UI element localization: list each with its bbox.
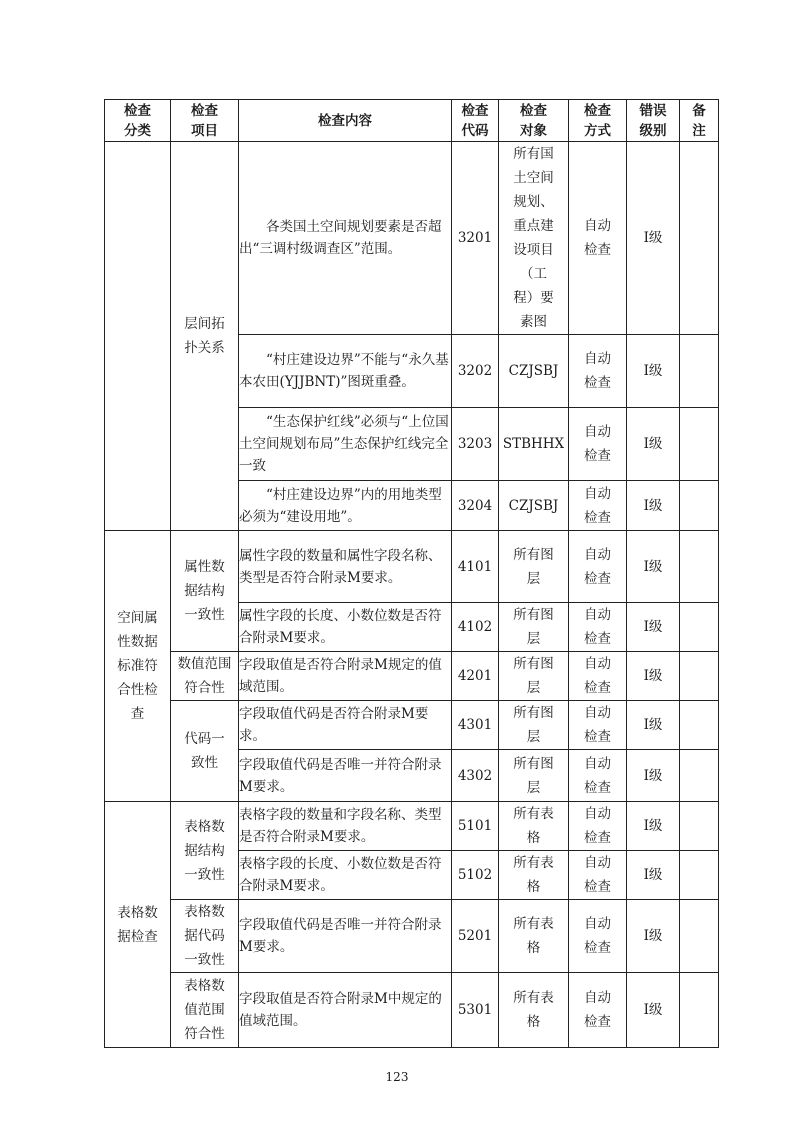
code-cell: 3201: [452, 142, 499, 335]
remark-cell: [680, 481, 719, 531]
item-spatial-structure: 属性数 据结构 一致性: [171, 531, 239, 652]
remark-cell: [680, 851, 719, 900]
level-cell: Ⅰ级: [627, 335, 680, 408]
remark-cell: [680, 531, 719, 603]
content-cell: “村庄建设边界”内的用地类型必须为“建设用地”。: [239, 481, 452, 531]
object-cell: 所有图 层: [499, 603, 569, 652]
method-cell: 自动 检查: [569, 335, 627, 408]
header-remark: 备 注: [680, 100, 719, 142]
method-cell: 自动 检查: [569, 802, 627, 851]
header-category: 检查 分类: [105, 100, 171, 142]
table-row: [105, 900, 719, 973]
level-cell: Ⅰ级: [627, 973, 680, 1048]
object-cell: 所有国 土空间 规划、 重点建 设项目 （工 程）要 素图: [499, 142, 569, 335]
method-cell: 自动 检查: [569, 900, 627, 973]
level-cell: Ⅰ级: [627, 142, 680, 335]
category-spatial: 空间属 性数据 标准符 合性检 查: [105, 531, 171, 802]
table-row: [105, 973, 719, 1048]
inspection-table: [104, 99, 719, 1048]
code-cell: 4102: [452, 603, 499, 652]
item-topology: 层间拓 扑关系: [171, 142, 239, 531]
code-cell: 5201: [452, 900, 499, 973]
item-spatial-code: 代码一 致性: [171, 701, 239, 802]
code-cell: 4101: [452, 531, 499, 603]
method-cell: 自动 检查: [569, 142, 627, 335]
remark-cell: [680, 973, 719, 1048]
level-cell: Ⅰ级: [627, 531, 680, 603]
page-number: 123: [385, 1070, 409, 1084]
level-cell: Ⅰ级: [627, 802, 680, 851]
method-cell: 自动 检查: [569, 851, 627, 900]
item-spatial-range: 数值范围 符合性: [171, 652, 239, 701]
method-cell: 自动 检查: [569, 603, 627, 652]
object-cell: STBHHX: [499, 408, 569, 481]
object-cell: 所有表 格: [499, 900, 569, 973]
content-cell: 字段取值代码是否唯一并符合附录M要求。: [239, 900, 452, 973]
object-cell: 所有图 层: [499, 652, 569, 701]
table-row: [105, 652, 719, 701]
content-cell: 表格字段的数量和字段名称、类型是否符合附录M要求。: [239, 802, 452, 851]
header-code: 检查 代码: [452, 100, 499, 142]
method-cell: 自动 检查: [569, 408, 627, 481]
remark-cell: [680, 335, 719, 408]
level-cell: Ⅰ级: [627, 701, 680, 750]
code-cell: 3204: [452, 481, 499, 531]
code-cell: 3203: [452, 408, 499, 481]
header-level: 错误 级别: [627, 100, 680, 142]
code-cell: 5101: [452, 802, 499, 851]
method-cell: 自动 检查: [569, 750, 627, 802]
content-cell: 字段取值代码是否符合附录M要求。: [239, 701, 452, 750]
item-table-code: 表格数 据代码 一致性: [171, 900, 239, 973]
level-cell: Ⅰ级: [627, 652, 680, 701]
header-content: 检查内容: [239, 100, 452, 142]
remark-cell: [680, 603, 719, 652]
content-cell: 属性字段的长度、小数位数是否符合附录M要求。: [239, 603, 452, 652]
content-cell: “村庄建设边界”不能与“永久基本农田(YJJBNT)”图斑重叠。: [239, 335, 452, 408]
code-cell: 4301: [452, 701, 499, 750]
level-cell: Ⅰ级: [627, 900, 680, 973]
object-cell: 所有表 格: [499, 802, 569, 851]
level-cell: Ⅰ级: [627, 750, 680, 802]
object-cell: CZJSBJ: [499, 481, 569, 531]
remark-cell: [680, 701, 719, 750]
content-cell: 各类国土空间规划要素是否超出“三调村级调查区”范围。: [239, 142, 452, 335]
remark-cell: [680, 652, 719, 701]
method-cell: 自动 检查: [569, 531, 627, 603]
table-row: [105, 701, 719, 750]
content-cell: 属性字段的数量和属性字段名称、类型是否符合附录M要求。: [239, 531, 452, 603]
remark-cell: [680, 802, 719, 851]
content-cell: 字段取值是否符合附录M中规定的值域范围。: [239, 973, 452, 1048]
item-table-structure: 表格数 据结构 一致性: [171, 802, 239, 900]
table-row: [105, 802, 719, 851]
method-cell: 自动 检查: [569, 652, 627, 701]
category-cell-empty: [105, 142, 171, 531]
object-cell: 所有表 格: [499, 851, 569, 900]
level-cell: Ⅰ级: [627, 603, 680, 652]
remark-cell: [680, 408, 719, 481]
remark-cell: [680, 750, 719, 802]
header-row: [105, 100, 719, 142]
content-cell: 表格字段的长度、小数位数是否符合附录M要求。: [239, 851, 452, 900]
table-row: [105, 142, 719, 335]
remark-cell: [680, 142, 719, 335]
level-cell: Ⅰ级: [627, 481, 680, 531]
item-table-range: 表格数 值范围 符合性: [171, 973, 239, 1048]
level-cell: Ⅰ级: [627, 851, 680, 900]
code-cell: 3202: [452, 335, 499, 408]
remark-cell: [680, 900, 719, 973]
object-cell: 所有图 层: [499, 531, 569, 603]
method-cell: 自动 检查: [569, 481, 627, 531]
code-cell: 5102: [452, 851, 499, 900]
code-cell: 4201: [452, 652, 499, 701]
header-method: 检查 方式: [569, 100, 627, 142]
method-cell: 自动 检查: [569, 701, 627, 750]
object-cell: 所有表 格: [499, 973, 569, 1048]
header-object: 检查 对象: [499, 100, 569, 142]
content-cell: 字段取值是否符合附录M规定的值域范围。: [239, 652, 452, 701]
table-row: [105, 531, 719, 603]
method-cell: 自动 检查: [569, 973, 627, 1048]
object-cell: 所有图 层: [499, 701, 569, 750]
category-table: 表格数 据检查: [105, 802, 171, 1048]
object-cell: 所有图 层: [499, 750, 569, 802]
code-cell: 4302: [452, 750, 499, 802]
object-cell: CZJSBJ: [499, 335, 569, 408]
code-cell: 5301: [452, 973, 499, 1048]
content-cell: “生态保护红线”必须与“上位国土空间规划布局”生态保护红线完全一致: [239, 408, 452, 481]
content-cell: 字段取值代码是否唯一并符合附录M要求。: [239, 750, 452, 802]
level-cell: Ⅰ级: [627, 408, 680, 481]
header-item: 检查 项目: [171, 100, 239, 142]
